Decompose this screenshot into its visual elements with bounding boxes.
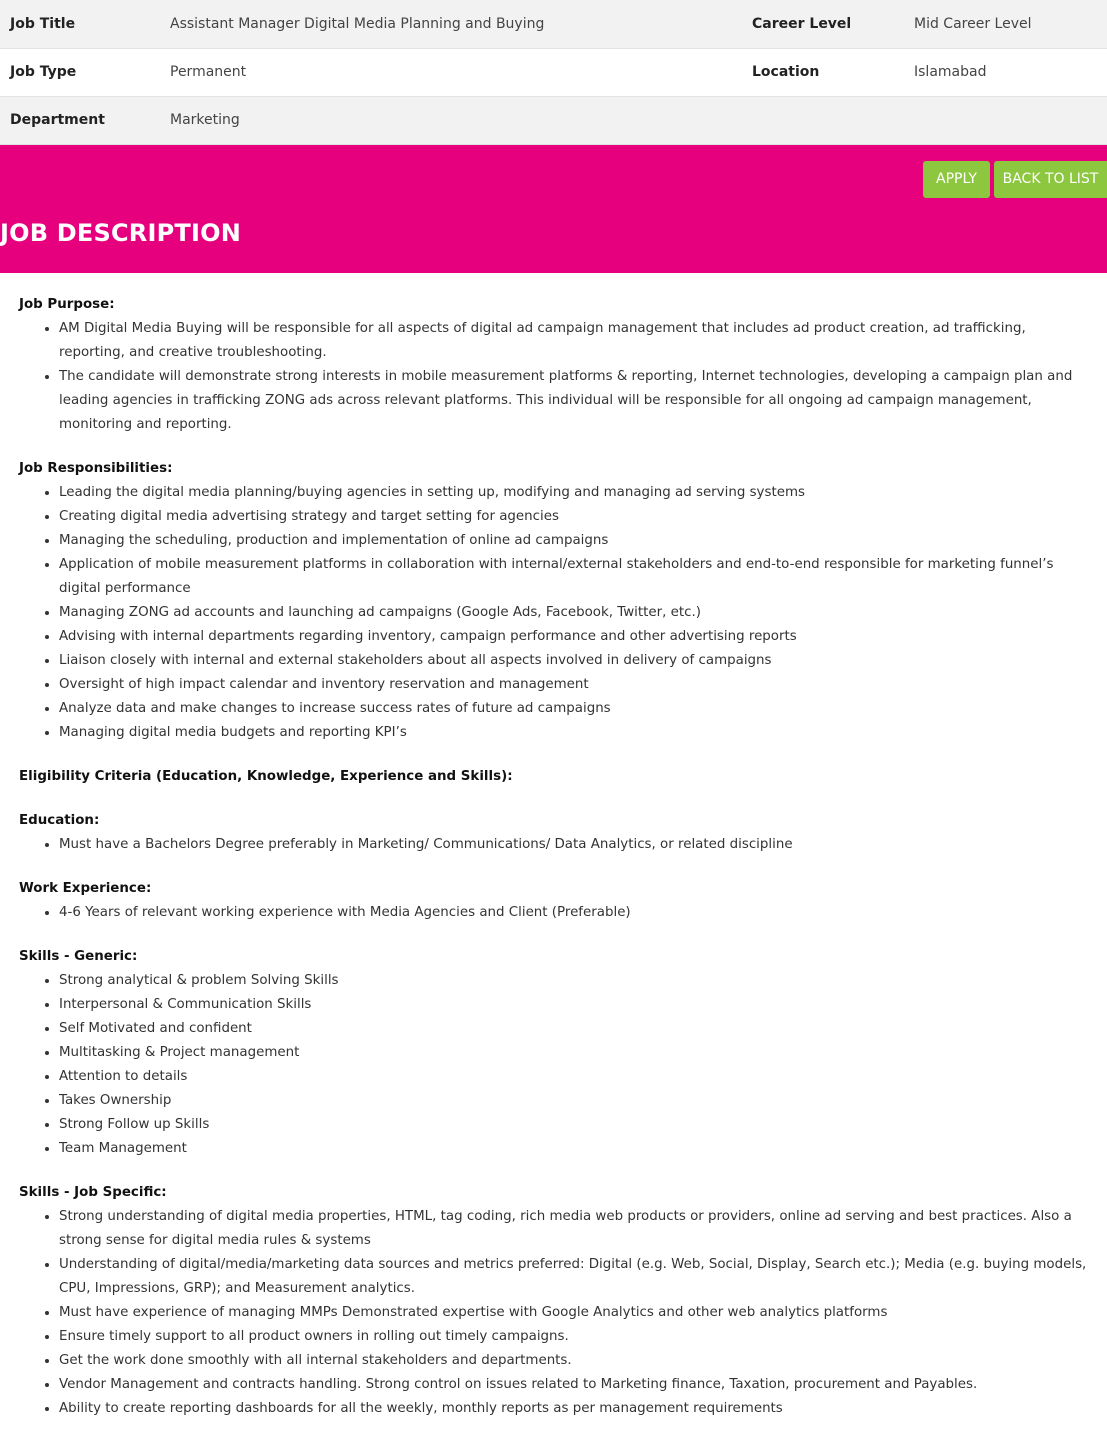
list-item: • Self Motivated and confident [59,1017,1087,1041]
job-title-value: Assistant Manager Digital Media Planning and Buying [170,15,545,32]
list-item: • Interpersonal & Communication Skills [59,993,1087,1017]
back-to-list-button[interactable]: BACK TO LIST [994,161,1107,198]
list-item: • Ensure timely support to all product owners in rolling out timely campaigns. [59,1325,1087,1349]
list-item: • Vendor Management and contracts handling. Strong control on issues related to Marketing finance, Taxation, procurement and Payables. [59,1373,1087,1397]
empty-value [914,96,1107,144]
list-item: • Strong understanding of digital media properties, HTML, tag coding, rich media web products or providers, online ad serving and best practices. Also a strong sense for digital media rules & systems [59,1205,1087,1253]
job-title-label: Job Title [10,15,76,32]
bullet-list [19,969,1087,1161]
work-experience-section [19,877,1087,925]
list-item: • Managing ZONG ad accounts and launching ad campaigns (Google Ads, Facebook, Twitter, etc.) [59,601,1087,625]
bullet-list [19,317,1087,437]
job-info-row [0,0,1107,48]
list-item: • Takes Ownership [59,1089,1087,1113]
job-description-banner [0,145,1107,273]
list-item: • Team Management [59,1137,1087,1161]
section-title: Job Responsibilities: [19,460,173,476]
list-item: • Ability to create reporting dashboards for all the weekly, monthly reports as per management requirements [59,1397,1087,1421]
list-item: • Strong Follow up Skills [59,1113,1087,1137]
bullet-list [19,901,1087,925]
list-item: • Understanding of digital/media/marketing data sources and metrics preferred: Digital (e.g. Web, Social, Display, Search etc.); Media (e.g. buying models, CPU, Impressions, GRP); and Measurement analytics. [59,1253,1087,1301]
job-info-table [0,0,1107,145]
bullet-list [19,833,1087,857]
list-item: • Oversight of high impact calendar and inventory reservation and management [59,673,1087,697]
list-item: • Creating digital media advertising strategy and target setting for agencies [59,505,1087,529]
list-item: • Liaison closely with internal and external stakeholders about all aspects involved in delivery of campaigns [59,649,1087,673]
bullet-list [19,481,1087,745]
career-level-label: Career Level [752,15,852,32]
bullet-list [19,1205,1087,1421]
list-item: • Application of mobile measurement platforms in collaboration with internal/external stakeholders and end-to-end responsible for marketing funnel’s digital performance [59,553,1087,601]
list-item: • Must have experience of managing MMPs Demonstrated expertise with Google Analytics and other web analytics platforms [59,1301,1087,1325]
job-type-value: Permanent [170,64,247,80]
location-value: Islamabad [914,64,987,80]
list-item: • The candidate will demonstrate strong interests in mobile measurement platforms & reporting, Internet technologies, developing a campaign plan and leading agencies in trafficking ZONG ads across relevant platforms. This individual will be responsible for all ongoing ad campaign management, monitoring and reporting. [59,365,1087,437]
skills-job-specific-section [19,1181,1087,1421]
department-value: Marketing [170,112,240,128]
job-info-row [0,96,1107,144]
section-title: Work Experience: [19,880,152,896]
section-title: Skills - Generic: [19,948,138,964]
section-title: Job Purpose: [19,296,115,312]
apply-button[interactable]: APPLY [923,161,990,198]
list-item: • Attention to details [59,1065,1087,1089]
list-item: • 4-6 Years of relevant working experience with Media Agencies and Client (Preferable) [59,901,1087,925]
job-type-label: Job Type [10,64,77,80]
list-item: • Analyze data and make changes to increase success rates of future ad campaigns [59,697,1087,721]
list-item: • Managing digital media budgets and reporting KPI’s [59,721,1087,745]
list-item: • Strong analytical & problem Solving Skills [59,969,1087,993]
list-item: • Advising with internal departments regarding inventory, campaign performance and other advertising reports [59,625,1087,649]
section-title: Eligibility Criteria (Education, Knowledge, Experience and Skills): [19,768,513,784]
page-title: JOB DESCRIPTION [0,218,241,247]
list-item: • Must have a Bachelors Degree preferably in Marketing/ Communications/ Data Analytics, or related discipline [59,833,1087,857]
list-item: • Managing the scheduling, production and implementation of online ad campaigns [59,529,1087,553]
career-level-value: Mid Career Level [914,15,1032,32]
location-label: Location [752,64,820,80]
eligibility-section [19,765,1087,789]
list-item: • AM Digital Media Buying will be responsible for all aspects of digital ad campaign management that includes ad product creation, ad trafficking, reporting, and creative troubleshooting. [59,317,1087,365]
list-item: • Leading the digital media planning/buying agencies in setting up, modifying and managing ad serving systems [59,481,1087,505]
empty-label [752,96,914,144]
responsibilities-section [19,457,1087,745]
list-item: • Get the work done smoothly with all internal stakeholders and departments. [59,1349,1087,1373]
job-description-content [0,273,1107,1421]
department-label: Department [10,112,105,128]
list-item: • Multitasking & Project management [59,1041,1087,1065]
section-title: Education: [19,812,100,828]
job-purpose-section [19,293,1087,437]
skills-generic-section [19,945,1087,1161]
education-section [19,809,1087,857]
section-title: Skills - Job Specific: [19,1184,167,1200]
job-info-row [0,48,1107,96]
